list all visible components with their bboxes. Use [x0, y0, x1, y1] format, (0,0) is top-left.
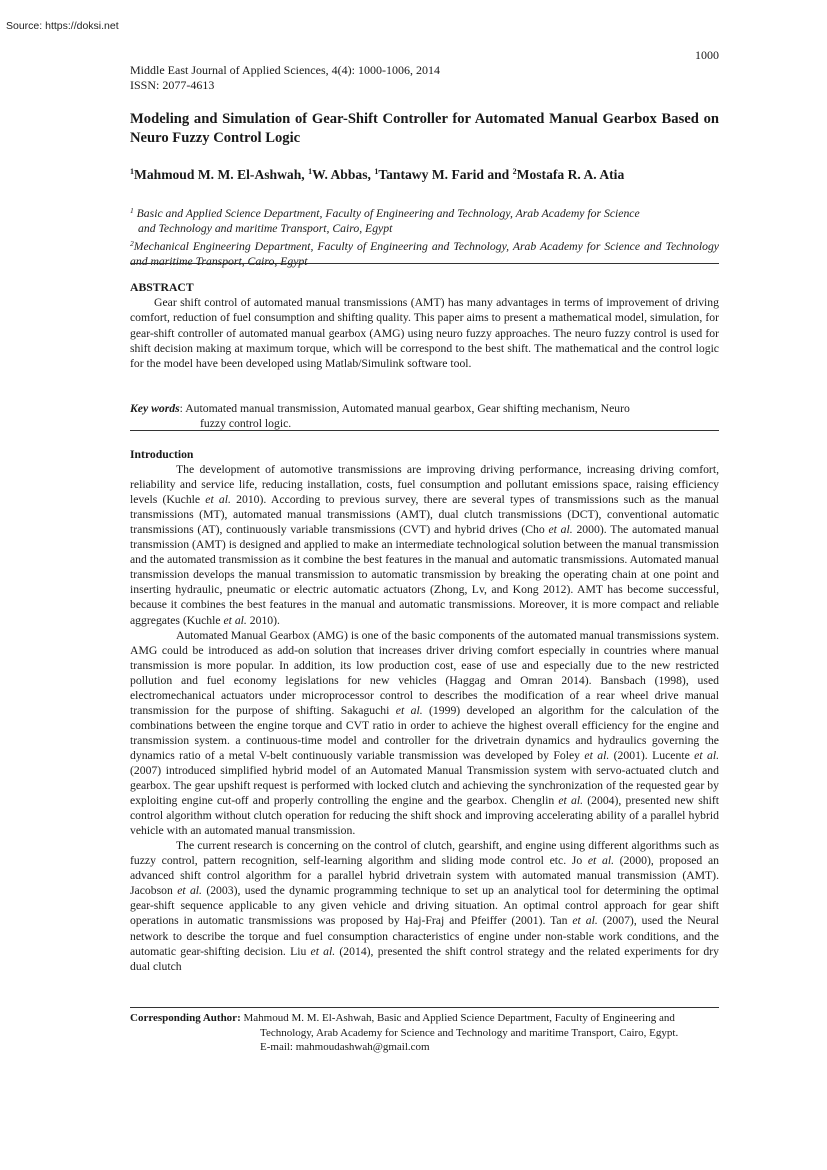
paper-title: Modeling and Simulation of Gear-Shift Controller for Automated Manual Gearbox Based on Neuro Fuzzy Control Logic — [130, 111, 719, 146]
author-name: Tantawy M. Farid and — [378, 167, 513, 182]
author-affil-sup: 1 — [374, 167, 379, 176]
affiliation-sup: 2 — [130, 239, 134, 248]
affiliations — [130, 203, 719, 269]
intro-paragraph-1: The development of automotive transmissions are improving driving performance, increasing driving comfort, reliability and service life, reducing installation, costs, fuel consumption and pollutant emissions space, raising efficiency levels (Kuchle et al. 2010). According to previous survey, there are several types of transmissions such as the manual transmissions (MT), automated manual transmissions (AMT), dual clutch transmissions (DCT), conventional automatic transmissions (AT), continuously variable transmissions (CVT) and hybrid drives (Cho et al. 2000). The automated manual transmission (AMT) is designed and applied to make an intermediate technological solution between the manual transmission and the automated transmission as it combine the best features in the manual and automatic transmissions. Automated manual transmission develops the manual transmission to automatic transmission by breaking the operating chain at one point and inserting hydraulic, pneumatic or electric automatic actuators (Zhong, Lv, and Kong 2012). AMT has become successful, because it combines the best features in the manual and automatic transmissions. Moreover, it is more compact and reliable aggregates (Kuchle et al. 2010). — [130, 463, 720, 627]
source-label: Source: https://doksi.net — [6, 20, 119, 32]
corresponding-label: Corresponding Author: — [130, 1012, 241, 1024]
intro-paragraph-3: The current research is concerning on the control of clutch, gearshift, and engine using different algorithms such as fuzzy control, pattern recognition, self-learning algorithm and sliding mode control etc. Jo et al. (2000), proposed an advanced shift control algorithm for a parallel hybrid drivetrain system with automated manual transmission (AMT). Jacobson et al. (2003), used the dynamic programming technique to set up an analytical tool for determining the optimal gear-shift sequence applicable to any given vehicle and driving situation. An optimal control approach for gear shift operations in automatic transmissions was proposed by Haj-Fraj and Pfeiffer (2001). Tan et al. (2007), used the Neural network to describe the torque and fuel consumption characteristics of engine under non-stable work conditions, and the automatic gear-shifting decision. Liu et al. (2014), presented the shift control strategy and the related experiments for dry dual clutch — [130, 839, 720, 973]
keywords-divider — [130, 430, 719, 431]
author-affil-sup: 1 — [130, 167, 134, 176]
affiliation-2: $^2$Mechanical Engineering Department, Faculty of Engineering and Technology, Arab Academy for Science and Technology and maritime Transport, Cairo, Egypt — [130, 239, 719, 268]
keywords-text: : Automated manual transmission, Automated manual gearbox, Gear shifting mechanism, Neuro — [179, 402, 630, 415]
journal-issn: ISSN: 2077-4613 — [130, 78, 215, 92]
author-list — [130, 163, 719, 184]
intro-paragraph-2: Automated Manual Gearbox (AMG) is one of the basic components of the automated manual transmissions system. AMG could be introduced as add-on solution that increases driver driving comfort especially in countries where manual transmission is more popular. In addition, its low production cost, ease of use and especially due to the new restricted pollution and fuel economy legislations for new vehicles (Haggag and Omran 2014). Bansbach (1998), used electromechanical actuators under microprocessor control to describes the modification of a rear wheel drive manual transmission for the purpose of shifting. Sakaguchi et al. (1999) developed an algorithm for the calculation of the combinations between the engine torque and CVT ratio in order to achieve the highest overall efficiency for the engine and transmission system. a continuous-time model and controller for the drivetrain dynamics and hydraulics governing the dynamics ratio of a metal V-belt continuously variable transmission was developed by Foley et al. (2001). Lucente et al. (2007) introduced simplified hybrid model of an Automated Manual Transmission system with servo-actuated clutch and gearbox. The gear upshift request is performed with locked clutch and achieving the synchronization of the requested gear by exploiting engine cut-off and properly controlling the engine and the gearbox. Chenglin et al. (2004), presented new shift control algorithm without clutch operation for reducing the shift shock and improving accelerating ability of a parallel hybrid vehicle with an automated manual transmission. — [130, 628, 719, 838]
abstract-text: Gear shift control of automated manual transmissions (AMT) has many advantages in terms of improvement of driving comfort, reduction of fuel consumption and shifting quality. This paper aims to present a mathematical model, simulation, for gear-shift controller of automated manual gearbox (AMG) using neuro fuzzy approaches. The neuro fuzzy control is used for shift decision making at maximum torque, which will be correspond to the best shift. The mathematical and the control logic for the model have been developed using Matlab/Simulink software tool. — [130, 296, 719, 371]
corresponding-author: Corresponding Author: Mahmoud M. M. El-Ashwah, Basic and Applied Science Department, Faculty of Engineering and Technology, Arab Academy for Science and Technology and maritime Transport, Cairo, Egypt. E-mail: mahmoudashwah@gmail.com — [130, 1011, 719, 1055]
introduction-heading: Introduction — [130, 448, 194, 461]
author-name: Mostafa R. A. Atia — [516, 167, 625, 182]
corresponding-email: E-mail: mahmoudashwah@gmail.com — [260, 1041, 430, 1053]
author-affil-sup: 1 — [308, 167, 313, 176]
author-name: Mahmoud M. M. El-Ashwah, — [134, 167, 309, 182]
page-number: 1000 — [695, 48, 719, 62]
footer-divider — [130, 1007, 719, 1008]
keywords-section — [130, 401, 719, 431]
affiliation-1: $^1$ Basic and Applied Science Department, Faculty of Engineering and Technology, Arab Academy for Science and Technology and maritime Transport, Cairo, Egypt — [130, 206, 640, 235]
journal-info — [130, 63, 719, 93]
introduction-section — [130, 447, 719, 974]
journal-citation: Middle East Journal of Applied Sciences, 4(4): 1000-1006, 2014 — [130, 63, 440, 77]
abstract-heading: ABSTRACT — [130, 281, 194, 294]
author-affil-sup: 2 — [512, 167, 517, 176]
keywords-label: Key words — [130, 402, 180, 415]
keywords-text-cont: fuzzy control logic. — [200, 417, 292, 430]
author-name: W. Abbas, — [312, 167, 375, 182]
header-divider — [130, 263, 719, 264]
abstract-section — [130, 280, 719, 371]
affiliation-sup: 1 — [130, 206, 134, 215]
